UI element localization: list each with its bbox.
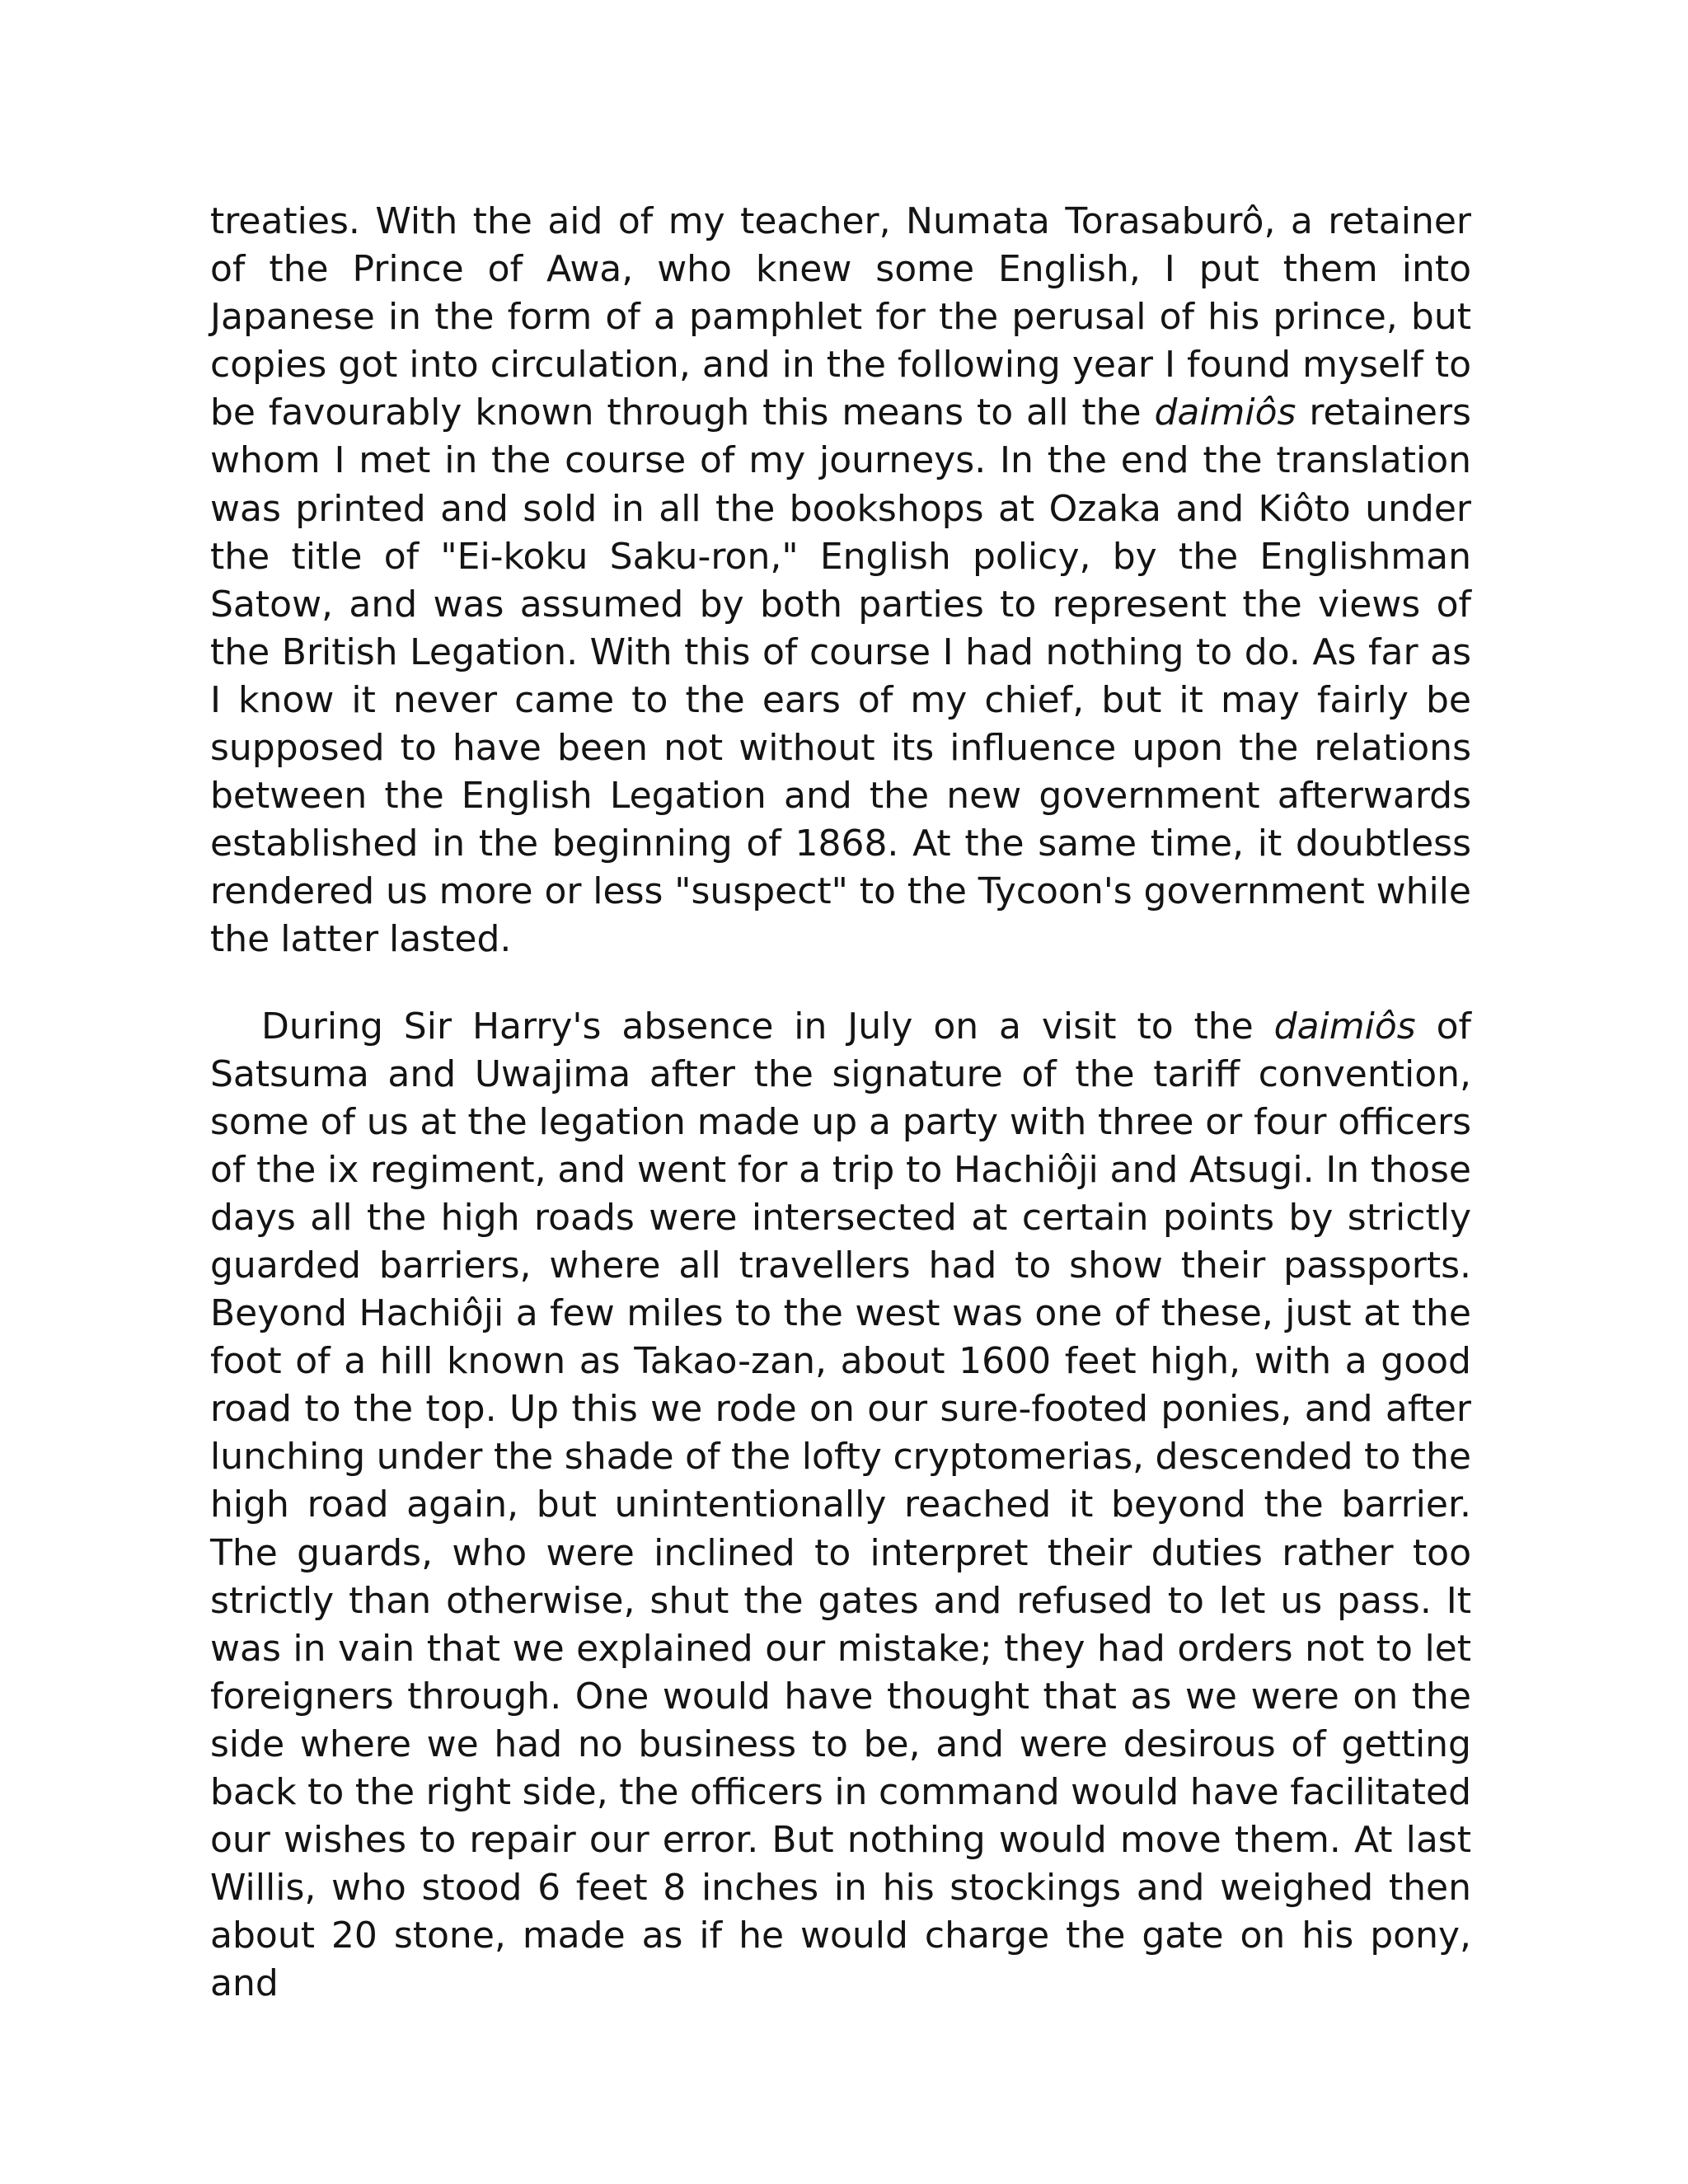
paragraph-2-text-2: of Satsuma and Uwajima after the signature of the tariff convention, some of us at the legation made up a party with three or four officers of the ix regiment, and went for a trip to Hachiôji and Atsugi. In those days all the high roads were intersected at certain points by strictly guarded barriers, where all travellers had to show their passports. Beyond Hachiôji a few miles to the west was one of these, just at the foot of a hill known as Takao-zan, about 1600 feet high, with a good road to the top. Up this we rode on our sure-footed ponies, and after lunching under the shade of the lofty cryptomerias, descended to the high road again, but unintentionally reached it beyond the barrier. The guards, who were inclined to interpret their duties rather too strictly than otherwise, shut the gates and refused to let us pass. It was in vain that we explained our mistake; they had orders not to let foreigners through. One would have thought that as we were on the side where we had no business to be, and were desirous of getting back to the right side, the officers in command would have facilitated our wishes to repair our error. But nothing would move them. At last Willis, who stood 6 feet 8 inches in his stockings and weighed then about 20 stone, made as if he would charge the gate on his pony, and [210,1005,1471,2005]
paragraph-1-text-1: treaties. With the aid of my teacher, Numata Torasaburô, a retainer of the Prince of Awa, who knew some English, I put them into Japanese in the form of a pamphlet for the perusal of his prince, but copies got into circulation, and in the following year I found myself to be favourably known through this means to all the [210,200,1471,434]
body-text [210,198,1471,2008]
paragraph-1 [210,198,1471,964]
paragraph-2-italic-daimios: daimiôs [1273,1005,1416,1047]
paragraph-2 [210,1003,1471,2008]
paragraph-2-text-1: During Sir Harry's absence in July on a visit to the [261,1005,1274,1047]
paragraph-1-italic-daimios: daimiôs [1154,391,1296,434]
paragraph-1-text-2: retainers whom I met in the course of my journeys. In the end the translation was printed and sold in all the bookshops at Ozaka and Kiôto under the title of "Ei-koku Saku-ron," English policy, by the Englishman Satow, and was assumed by both parties to represent the views of the British Legation. With this of course I had nothing to do. As far as I know it never came to the ears of my chief, but it may fairly be supposed to have been not without its influence upon the relations between the English Legation and the new government afterwards established in the beginning of 1868. At the same time, it doubtless rendered us more or less "suspect" to the Tycoon's government while the latter lasted. [210,391,1471,961]
